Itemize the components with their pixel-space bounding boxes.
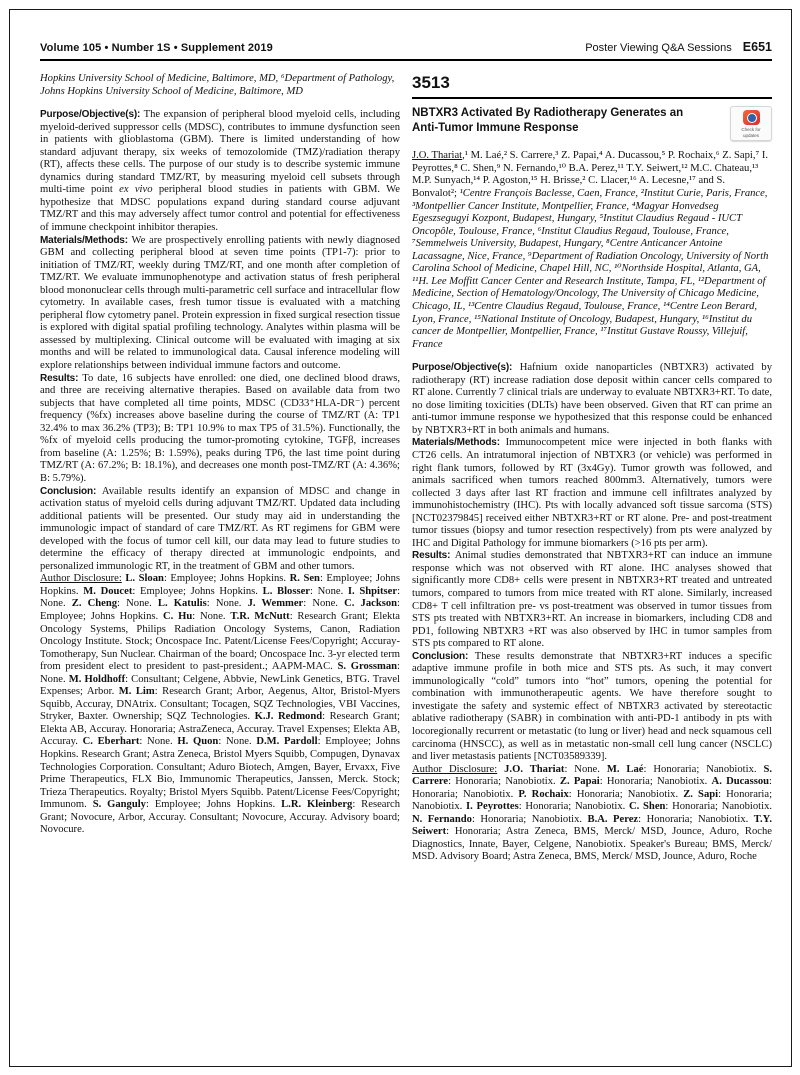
author-disclosure-paragraph: Author Disclosure: J.O. Thariat: None. M. Laé: Honoraria; Nanobiotix. S. Carrere: Honoraria; Nanobiotix. Z. Papai: Honoraria; Nanobiotix. A. Ducassou: Honoraria; Nanobiotix. P. Rochaix: Honoraria; Nanobiotix. Z. Sapi: Honoraria; Nanobiotix. I. Peyrottes: Honoraria; Nanobiotix. C. Shen: Honoraria; Nanobiotix. N. Fernando: Honoraria; Nanobiotix. B.A. Perez: Honoraria; Nanobiotix. T.Y. Seiwert: Honoraria; Astra Zeneca, BMS, Merck/ MSD, Jounce, Aduro, Roche Diagnostics, Innate, Bayer, Celgene, Nanobiotix. Speaker's Bureau; BMS, Merck/ MSD. Advisory Board; Astra Zeneca, BMS, Merck/ MSD, Jounce, Aduro, Roche [412, 763, 773, 863]
check-for-updates-badge[interactable] [730, 106, 772, 141]
abstract-number: 3513 [412, 73, 772, 99]
materials-methods-paragraph: Materials/Methods: Immunocompetent mice were injected in both flanks with CT26 cells. An intratumoral injection of NBTXR3 (or vehicle) was performed in right flank tumors, followed by RT (3x4Gy). Tumor growth was followed, and animals sacrificed when tumors reached 800mm3. Alternatively, tumors were collected 3 days after last RT fraction and immune cell infiltrates analyzed by immunohistochemistry (IHC). Pts with locally advanced soft tissue sarcoma (STS) [NCT02379845] received either NBTXR3+RT or RT alone. Pre- and post-treatment tumor tissues (biopsy and tumor resection respectively) from pts were analyzed by IHC and Digital Pathology for immune biomarkers (>16 pts per arm). [412, 437, 773, 549]
affiliation-continuation: Hopkins University School of Medicine, Baltimore, MD, ⁶Department of Pathology, Johns Hopkins University School of Medicine, Baltimore, MD [40, 73, 395, 97]
purpose-paragraph: Purpose/Objective(s): Hafnium oxide nanoparticles (NBTXR3) activated by radiotherapy (RT) increase radiation dose deposit within cancer cells compared to RT alone. Currently 7 clinical trials are underway to evaluate NBTXR3+RT. To date, no dose limiting toxicities (DLTs) have been observed. Given that RT can prime an anti-tumor immune response we hypothesized that this response could be enhanced by NBTXR3+RT in both animals and humans. [412, 362, 772, 436]
results-paragraph: Results: To date, 16 subjects have enrolled: one died, one declined blood draws, and three are receiving alternative therapies. Based on available data from two subjects that have completed all time points, MDSC (CD33⁺HLA-DR⁻) percent frequency (%fx) increases above baseline during the course of TMZ/RT (A: TP1 32.4% to max 36.2% (TP3); B: TP1 10.9% to max TP5 of 31.5%). Functionally, the %fx of myeloid cells producing the tumor-promoting cytokine, TGFβ, increases from baseline (A: 1.25%; B: 1.59%), peaks during TP6, the last time point during TMZ/RT (A: 67.2%; B: 18.1%), and decreases one month post-TMZ/RT (A: 4.36%; B: 5.79%). [40, 372, 400, 484]
crossmark-logo-icon [743, 110, 760, 125]
crossmark-circle-icon [747, 113, 757, 123]
results-paragraph: Results: Animal studies demonstrated that NBTXR3+RT can induce an immune response which was not observed with RT alone. IHC analyses showed that significantly more CD8+ cells were present in NBTXR3+RT treated and untreated tumors, compared to tumors from mice treated with RT alone. Similarly, increased CD8+ T cell infiltration pre- vs post-treatment was observed in tumor tissues from STS pts treated with NBTXR3+RT. An increase in biomarkers, including CD8 and PD1, following NBTXR3 +RT was also observed by IHC in tumor samples from STS pts compared to RT alone. [412, 550, 772, 650]
materials-methods-paragraph: Materials/Methods: We are prospectively enrolling patients with newly diagnosed GBM and collecting peripheral blood at seven time points (TP1-7): prior to initiation of TMZ/RT, weekly during TMZ/RT, and one month after completion of TMZ/RT. We evaluate immunophenotype and activation status of fresh peripheral blood mononuclear cells through multi-parametric cell surface and intracellular flow cytometry. In available cases, fresh tumor tissue is evaluated with a matching peripheral flow cytometry panel. Protein expression in fixed surgical resection tissue is explored with digital spatial profiling technology. Analytes within plasma will be assessed by multiplexing. Clinical outcome will be evaluated with imaging at six months and will be related to immunological data. Causal inference modeling will explore relationships between individual immune factors and outcome. [40, 234, 400, 372]
abstract-title: NBTXR3 Activated By Radiotherapy Generates an Anti-Tumor Immune Response [412, 107, 684, 135]
running-header [40, 40, 772, 61]
session-header [585, 40, 772, 54]
author-disclosure-paragraph: Author Disclosure: L. Sloan: Employee; Johns Hopkins. R. Sen: Employee; Johns Hopkins. M. Doucet: Employee; Johns Hopkins. L. Blosser: None. I. Shpitser: None. Z. Cheng: None. L. Katulis: None. J. Wemmer: None. C. Jackson: Employee; Johns Hopkins. C. Hu: None. T.R. McNutt: Research Grant; Elekta Oncology Systems, Philips Radiation Oncology Systems, Canon, Radiation Oncology Institute. Stock; Oncospace Inc. Patent/License Fees/Copyright; Accuray-Tomotherapy, Sun Nuclear. Chairman of the board; Oncospace Inc. 3-yr elected term from president elect to president to past-president.; AAPM-MAC. S. Grossman: None. M. Holdhoff: Consultant; Celgene, Abbvie, NewLink Genetics, BTG. Travel Expenses; Arbor. M. Lim: Research Grant; Arbor, Aegenus, Altor, Bristol-Myers Squibb, Accuray, DNAtrix. Consultant; Tocagen, SQZ Technologies, VBI Vaccines, Stryker, Baxter. Ownership; SQZ Technologies. K.J. Redmond: Research Grant; Elekta AB, Accuray. Honoraria; AstraZeneca, Accuray. Travel Expenses; Elekta AB, Accuray. C. Eberhart: None. H. Quon: None. D.M. Pardoll: Employee; Johns Hopkins. Research Grant; Astra Zeneca, Bristol Myers Squibb, Compugen, Dynavax Technologies Corporation. Consultant; Aduro Biotech, Amgen, Bayer, Ervaxx, Five Prime Therapeutics, FLX Bio, Immunomic Therapeutics, Janssen, Merck. Stock; Trieza Therapeutics. Royalty; Bristol Myers Squibb. Patent/License Fees/Copyright; Immunom. S. Ganguly: Employee; Johns Hopkins. L.R. Kleinberg: Research Grant; Novocure, Arbor, Accuray. Consultant; Novocure, Accuray. Advisory board; Novocure. [40, 573, 401, 836]
conclusion-paragraph: Conclusion: Available results identify an expansion of MDSC and change in activation status of myeloid cells during adjuvant TMZ/RT. Updated data including additional patients will be presented. Our study may aid in understanding the immunologic impact of standard of care TMZ/RT. As RT regimens for GBM were developed with the focus of tumor cell kill, our data may lead to future studies to determine the efficacy of therapy directed at immunologic endpoints, and personalized immunologic RT, in the treatment of GBM and other tumors. [40, 485, 400, 572]
right-column [412, 73, 772, 864]
volume-info: Volume 105 • Number 1S • Supplement 2019 [40, 42, 273, 54]
check-for-updates-label: Check for updates [741, 127, 761, 138]
authors-affiliations-paragraph: J.O. Thariat,¹ M. Laé,² S. Carrere,³ Z. Papai,⁴ A. Ducassou,⁵ P. Rochaix,⁶ Z. Sapi,⁷ I. Peyrottes,⁸ C. Shen,⁹ N. Fernando,¹⁰ B.A. Perez,¹¹ T.Y. Seiwert,¹² M.C. Chateau,¹³ M.P. Sunyach,¹⁴ P. Agoston,¹⁵ H. Brisse,² C. Llacer,¹⁶ A. Lecesne,¹⁷ and S. Bonvalot²; ¹Centre François Baclesse, Caen, France, ²Institut Curie, Paris, France, ³Montpellier Cancer Institute, Montpellier, France, ⁴Magyar Honvedseg Egeszsegugyi Kozpont, Budapest, Hungary, ⁵Institut Claudius Regaud - IUCT Oncopôle, Toulouse, France, ⁶Institut Claudius Regaud, Toulouse, France, ⁷Semmelweis University, Budapest, Hungary, ⁸Centre Anticancer Antoine Lacassagne, Nice, France, ⁹Department of Radiation Oncology, University of North Carolina School of Medicine, Chapel Hill, NC, ¹⁰Northside Hospital, Atlanta, GA, ¹¹H. Lee Moffitt Cancer Center and Research Institute, Tampa, FL, ¹²Department of Medicine, Section of Hematology/Oncology, The University of Chicago Medicine, Chicago, IL, ¹³Centre Claudius Regaud, Toulouse, France, ¹⁴Centre Leon Berard, Lyon, France, ¹⁵National Institute of Oncology, Budapest, Hungary, ¹⁶Institut du cancer de Montpellier, Montpellier, France, ¹⁷Institut Gustave Roussy, Villejuif, France [412, 150, 769, 350]
page-content [40, 40, 772, 864]
conclusion-paragraph: Conclusion: These results demonstrate that NBTXR3+RT induces a specific adaptive immune profile in both mice and STS pts. As such, it may convert immunologically “cold” tumors into “hot” tumors, opening the potential for combination with immunotherapeutic agents. We have therefore sought to investigate the safety and systemic effect of NBTXR3 activated by stereotactic ablative radiotherapy (SABR) in combination with anti-PD-1 antibody in pts with locoregionally recurrent or metastatic (to lung or liver) head and neck squamous cell carcinoma (HNSCC), as well as in metastatic non-small cell lung cancer (NSCLC) and liver metastasis patients [NCT03589339]. [412, 650, 772, 763]
purpose-paragraph: Purpose/Objective(s): The expansion of peripheral blood myeloid cells, including myeloid-derived suppressor cells (MDSC), contributes to immune dysfunction seen in patients with glioblastoma (GBM). There is limited understanding of how standard adjuvant therapy, six weeks of temozolomide (TMZ)/radiation therapy (RT), affects these cells. The purpose of our study is to describe systemic immune dynamics during standard TMZ/RT, by measuring myeloid cell subsets through multi-time point ex vivo peripheral blood studies in patients with GBM. We hypothesize that MDSC populations expand during standard course adjuvant TMZ/RT and this may adversely affect tumor control and potential for effectiveness of immune checkpoint inhibitor therapies. [40, 109, 400, 234]
two-column-body [40, 73, 772, 864]
title-row [412, 106, 772, 141]
page-number: E651 [742, 40, 772, 54]
session-name: Poster Viewing Q&A Sessions [585, 42, 732, 54]
left-column [40, 73, 400, 864]
